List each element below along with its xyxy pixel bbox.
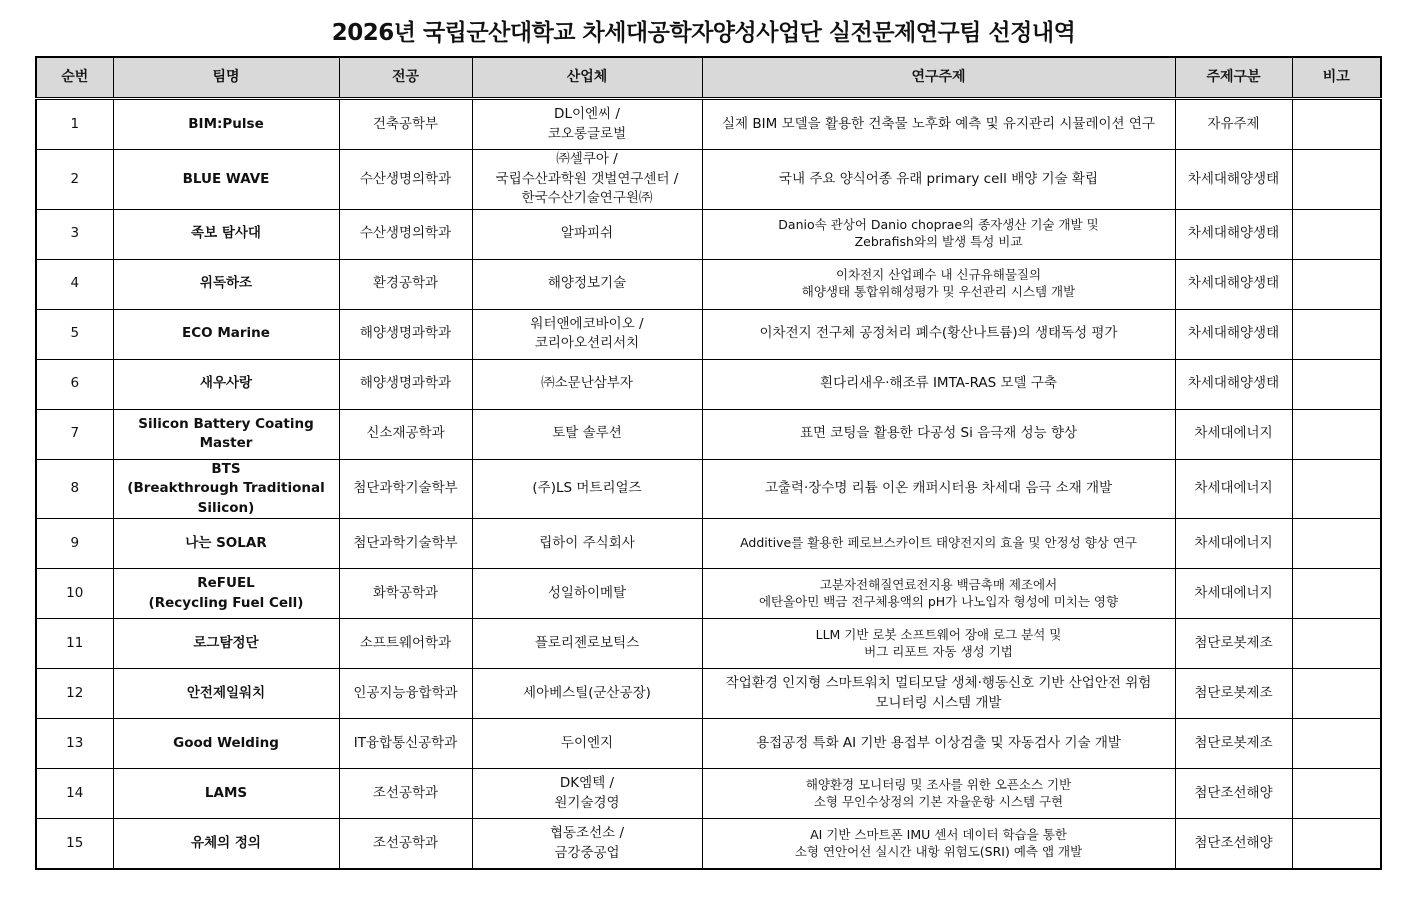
row-number-cell: 9 [36,519,113,569]
table-row [36,719,1381,769]
research-topic-cell [702,359,1175,409]
row-number-cell: 12 [36,669,113,719]
table-row [36,519,1381,569]
team-name-line: Silicon Battery Coating Master [138,415,314,452]
company-line: 국립수산과학원 갯벌연구센터 / [495,170,679,187]
row-number-cell: 15 [36,819,113,870]
company-cell [472,309,702,359]
company-line: 두이엔지 [560,735,614,752]
note-cell [1292,99,1381,150]
category-cell: 자유주제 [1175,99,1292,150]
note-cell [1292,409,1381,459]
category-cell: 차세대해양생태 [1175,209,1292,259]
research-topic-line: 고출력·장수명 리튬 이온 캐퍼시터용 차세대 음극 소재 개발 [764,480,1113,497]
team-name-line: 안전제일워치 [186,685,266,702]
research-topic-cell [702,459,1175,519]
research-topic-line: 표면 코팅을 활용한 다공성 Si 음극재 성능 향상 [799,425,1078,442]
table-row [36,459,1381,519]
table-row [36,259,1381,309]
table-row [36,209,1381,259]
major-cell: 건축공학부 [339,99,472,150]
company-cell [472,569,702,619]
team-name-cell [113,459,339,519]
team-name-cell [113,519,339,569]
major-cell: 수산생명의학과 [339,209,472,259]
research-topic-line: 해양환경 모니터링 및 조사를 위한 오픈소스 기반 [805,777,1072,792]
page-title: 2026년 국립군산대학교 차세대공학자양성사업단 실전문제연구팀 선정내역 [331,20,1076,46]
team-name-line: LAMS [204,785,248,802]
team-name-line: 족보 탐사대 [191,225,261,242]
table-body [36,99,1381,870]
category-cell: 첨단로봇제조 [1175,719,1292,769]
team-name-line: 나는 SOLAR [185,535,267,552]
row-number-cell: 13 [36,719,113,769]
company-line: 플로리젠로보틱스 [534,635,640,652]
company-line: 해양정보기술 [547,275,627,292]
row-number-cell: 14 [36,769,113,819]
research-topic-line: LLM 기반 로봇 소프트웨어 장애 로그 분석 및 [815,627,1062,642]
company-cell [472,99,702,150]
table-row [36,769,1381,819]
table-row [36,359,1381,409]
team-name-line: Good Welding [173,735,279,752]
company-line: 협동조선소 / [549,825,625,842]
team-name-cell [113,569,339,619]
note-cell [1292,150,1381,210]
research-topic-cell [702,99,1175,150]
major-cell: 소프트웨어학과 [339,619,472,669]
research-topic-line: 고분자전해질연료전지용 백금촉매 제조에서 [819,577,1058,592]
team-name-cell [113,209,339,259]
category-cell: 첨단조선해양 [1175,769,1292,819]
header-company: 산업체 [472,57,702,99]
major-cell: 첨단과학기술학부 [339,459,472,519]
company-cell [472,669,702,719]
research-topic-cell [702,819,1175,870]
team-name-line: BIM:Pulse [188,115,264,132]
major-cell: 해양생명과학과 [339,309,472,359]
company-line: DL이엔씨 / [554,105,620,122]
row-number-cell: 1 [36,99,113,150]
note-cell [1292,259,1381,309]
row-number-cell: 3 [36,209,113,259]
note-cell [1292,309,1381,359]
header-no: 순번 [36,57,113,99]
company-line: 성일하이메탈 [547,585,627,602]
research-topic-line: 모니터링 시스템 개발 [875,694,1002,711]
research-topic-line: Zebrafish와의 발생 특성 비교 [854,234,1023,250]
company-cell [472,150,702,210]
header-major: 전공 [339,57,472,99]
research-topic-line: 버그 리포트 자동 생성 기법 [864,643,1013,659]
major-cell: 화학공학과 [339,569,472,619]
major-cell: 인공지능융합학과 [339,669,472,719]
research-topic-cell [702,150,1175,210]
table-row [36,309,1381,359]
company-line: ㈜셀쿠아 / [556,151,618,167]
major-cell: 첨단과학기술학부 [339,519,472,569]
research-topic-cell [702,519,1175,569]
research-topic-cell [702,259,1175,309]
company-line: 원기술경영 [554,794,620,811]
research-topic-line: Danio속 관상어 Danio choprae의 종자생산 기술 개발 및 [778,217,1099,233]
company-line: ㈜소문난삼부자 [541,375,633,392]
category-cell: 첨단조선해양 [1175,819,1292,870]
company-line: DK엠텍 / [559,775,615,792]
team-name-cell [113,619,339,669]
major-cell: IT융합통신공학과 [339,719,472,769]
research-topic-line: Additive를 활용한 페로브스카이트 태양전지의 효율 및 안정성 향상 연구 [740,535,1137,551]
table-row [36,409,1381,459]
team-name-line: ECO Marine [182,325,270,342]
company-line: (주)LS 머트리얼즈 [532,480,642,497]
team-name-line: ReFUEL [197,575,255,592]
category-cell: 차세대해양생태 [1175,259,1292,309]
header-topic: 연구주제 [702,57,1175,99]
team-name-cell [113,669,339,719]
research-topic-line: 실제 BIM 모델을 활용한 건축물 노후화 예측 및 유지관리 시뮬레이션 연구 [722,115,1155,132]
row-number-cell: 8 [36,459,113,519]
table-row [36,619,1381,669]
header-team: 팀명 [113,57,339,99]
note-cell [1292,669,1381,719]
team-name-cell [113,409,339,459]
company-cell [472,459,702,519]
table-row [36,569,1381,619]
research-topic-cell [702,209,1175,259]
note-cell [1292,569,1381,619]
company-cell [472,409,702,459]
team-name-cell [113,359,339,409]
note-cell [1292,209,1381,259]
major-cell: 환경공학과 [339,259,472,309]
row-number-cell: 11 [36,619,113,669]
team-name-line: BTS [211,460,241,477]
row-number-cell: 6 [36,359,113,409]
company-line: 코리아오션리서치 [534,335,640,352]
research-topic-cell [702,619,1175,669]
company-line: 워터앤에코바이오 / [530,315,644,332]
research-topic-line: 작업환경 인지형 스마트워치 멀티모달 생체·행동신호 기반 산업안전 위험 [725,675,1152,692]
company-cell [472,259,702,309]
table-row [36,150,1381,210]
category-cell: 첨단로봇제조 [1175,669,1292,719]
note-cell [1292,819,1381,870]
research-topic-cell [702,409,1175,459]
category-cell: 차세대해양생태 [1175,150,1292,210]
category-cell: 차세대해양생태 [1175,359,1292,409]
header-note: 비고 [1292,57,1381,99]
company-cell [472,719,702,769]
row-number-cell: 7 [36,409,113,459]
research-topic-line: 흰다리새우·해조류 IMTA-RAS 모델 구축 [820,375,1057,392]
company-line: 립하이 주식회사 [539,535,635,552]
team-name-line: 유체의 정의 [191,835,261,852]
research-topic-line: 소형 연안어선 실시간 내항 위험도(SRI) 예측 앱 개발 [794,843,1083,859]
research-topic-line: 국내 주요 양식어종 유래 primary cell 배양 기술 확립 [778,170,1099,187]
selection-table [35,56,1382,870]
company-cell [472,819,702,870]
note-cell [1292,519,1381,569]
note-cell [1292,719,1381,769]
company-cell [472,359,702,409]
research-topic-cell [702,569,1175,619]
category-cell: 차세대해양생태 [1175,309,1292,359]
team-name-cell [113,99,339,150]
company-cell [472,209,702,259]
team-name-line: (Breakthrough Traditional Silicon) [127,480,325,516]
team-name-cell [113,309,339,359]
note-cell [1292,359,1381,409]
major-cell: 조선공학과 [339,819,472,870]
research-topic-cell [702,309,1175,359]
research-topic-line: 소형 무인수상정의 기본 자율운항 시스템 구현 [813,793,1064,809]
research-topic-line: 이차전지 산업폐수 내 신규유해물질의 [835,267,1042,283]
team-name-line: 새우사랑 [199,375,253,392]
company-cell [472,619,702,669]
team-name-cell [113,719,339,769]
team-name-line: 로그탐정단 [193,635,259,652]
note-cell [1292,459,1381,519]
note-cell [1292,619,1381,669]
company-line: 금강중공업 [554,844,620,861]
category-cell: 차세대에너지 [1175,459,1292,519]
company-line: 한국수산기술연구원㈜ [521,190,653,207]
company-line: 토탈 솔루션 [552,425,622,442]
research-topic-line: AI 기반 스마트폰 IMU 센서 데이터 학습을 통한 [810,827,1067,842]
company-line: 코오롱글로벌 [547,125,627,142]
row-number-cell: 2 [36,150,113,210]
company-cell [472,769,702,819]
header-row [36,57,1381,99]
research-topic-cell [702,719,1175,769]
research-topic-line: 해양생태 통합위해성평가 및 우선관리 시스템 개발 [801,284,1076,300]
category-cell: 첨단로봇제조 [1175,619,1292,669]
category-cell: 차세대에너지 [1175,569,1292,619]
major-cell: 조선공학과 [339,769,472,819]
table-row [36,669,1381,719]
row-number-cell: 10 [36,569,113,619]
research-topic-cell [702,769,1175,819]
company-cell [472,519,702,569]
row-number-cell: 5 [36,309,113,359]
category-cell: 차세대에너지 [1175,409,1292,459]
major-cell: 수산생명의학과 [339,150,472,210]
table-row [36,819,1381,870]
team-name-line: (Recycling Fuel Cell) [148,594,304,611]
major-cell: 해양생명과학과 [339,359,472,409]
research-topic-line: 용접공정 특화 AI 기반 용접부 이상검출 및 자동검사 기술 개발 [756,735,1121,752]
major-cell: 신소재공학과 [339,409,472,459]
category-cell: 차세대에너지 [1175,519,1292,569]
company-line: 알파피쉬 [560,225,614,242]
row-number-cell: 4 [36,259,113,309]
team-name-cell [113,769,339,819]
research-topic-line: 에탄올아민 백금 전구체용액의 pH가 나노입자 형성에 미치는 영향 [758,593,1119,609]
research-topic-cell [702,669,1175,719]
team-name-line: BLUE WAVE [182,170,270,187]
team-name-cell [113,150,339,210]
research-topic-line: 이차전지 전구체 공정처리 폐수(황산나트륨)의 생태독성 평가 [759,325,1118,342]
team-name-line: 위독하조 [199,275,253,292]
header-category: 주제구분 [1175,57,1292,99]
company-line: 세아베스틸(군산공장) [523,685,651,702]
note-cell [1292,769,1381,819]
team-name-cell [113,819,339,870]
table-row [36,99,1381,150]
team-name-cell [113,259,339,309]
